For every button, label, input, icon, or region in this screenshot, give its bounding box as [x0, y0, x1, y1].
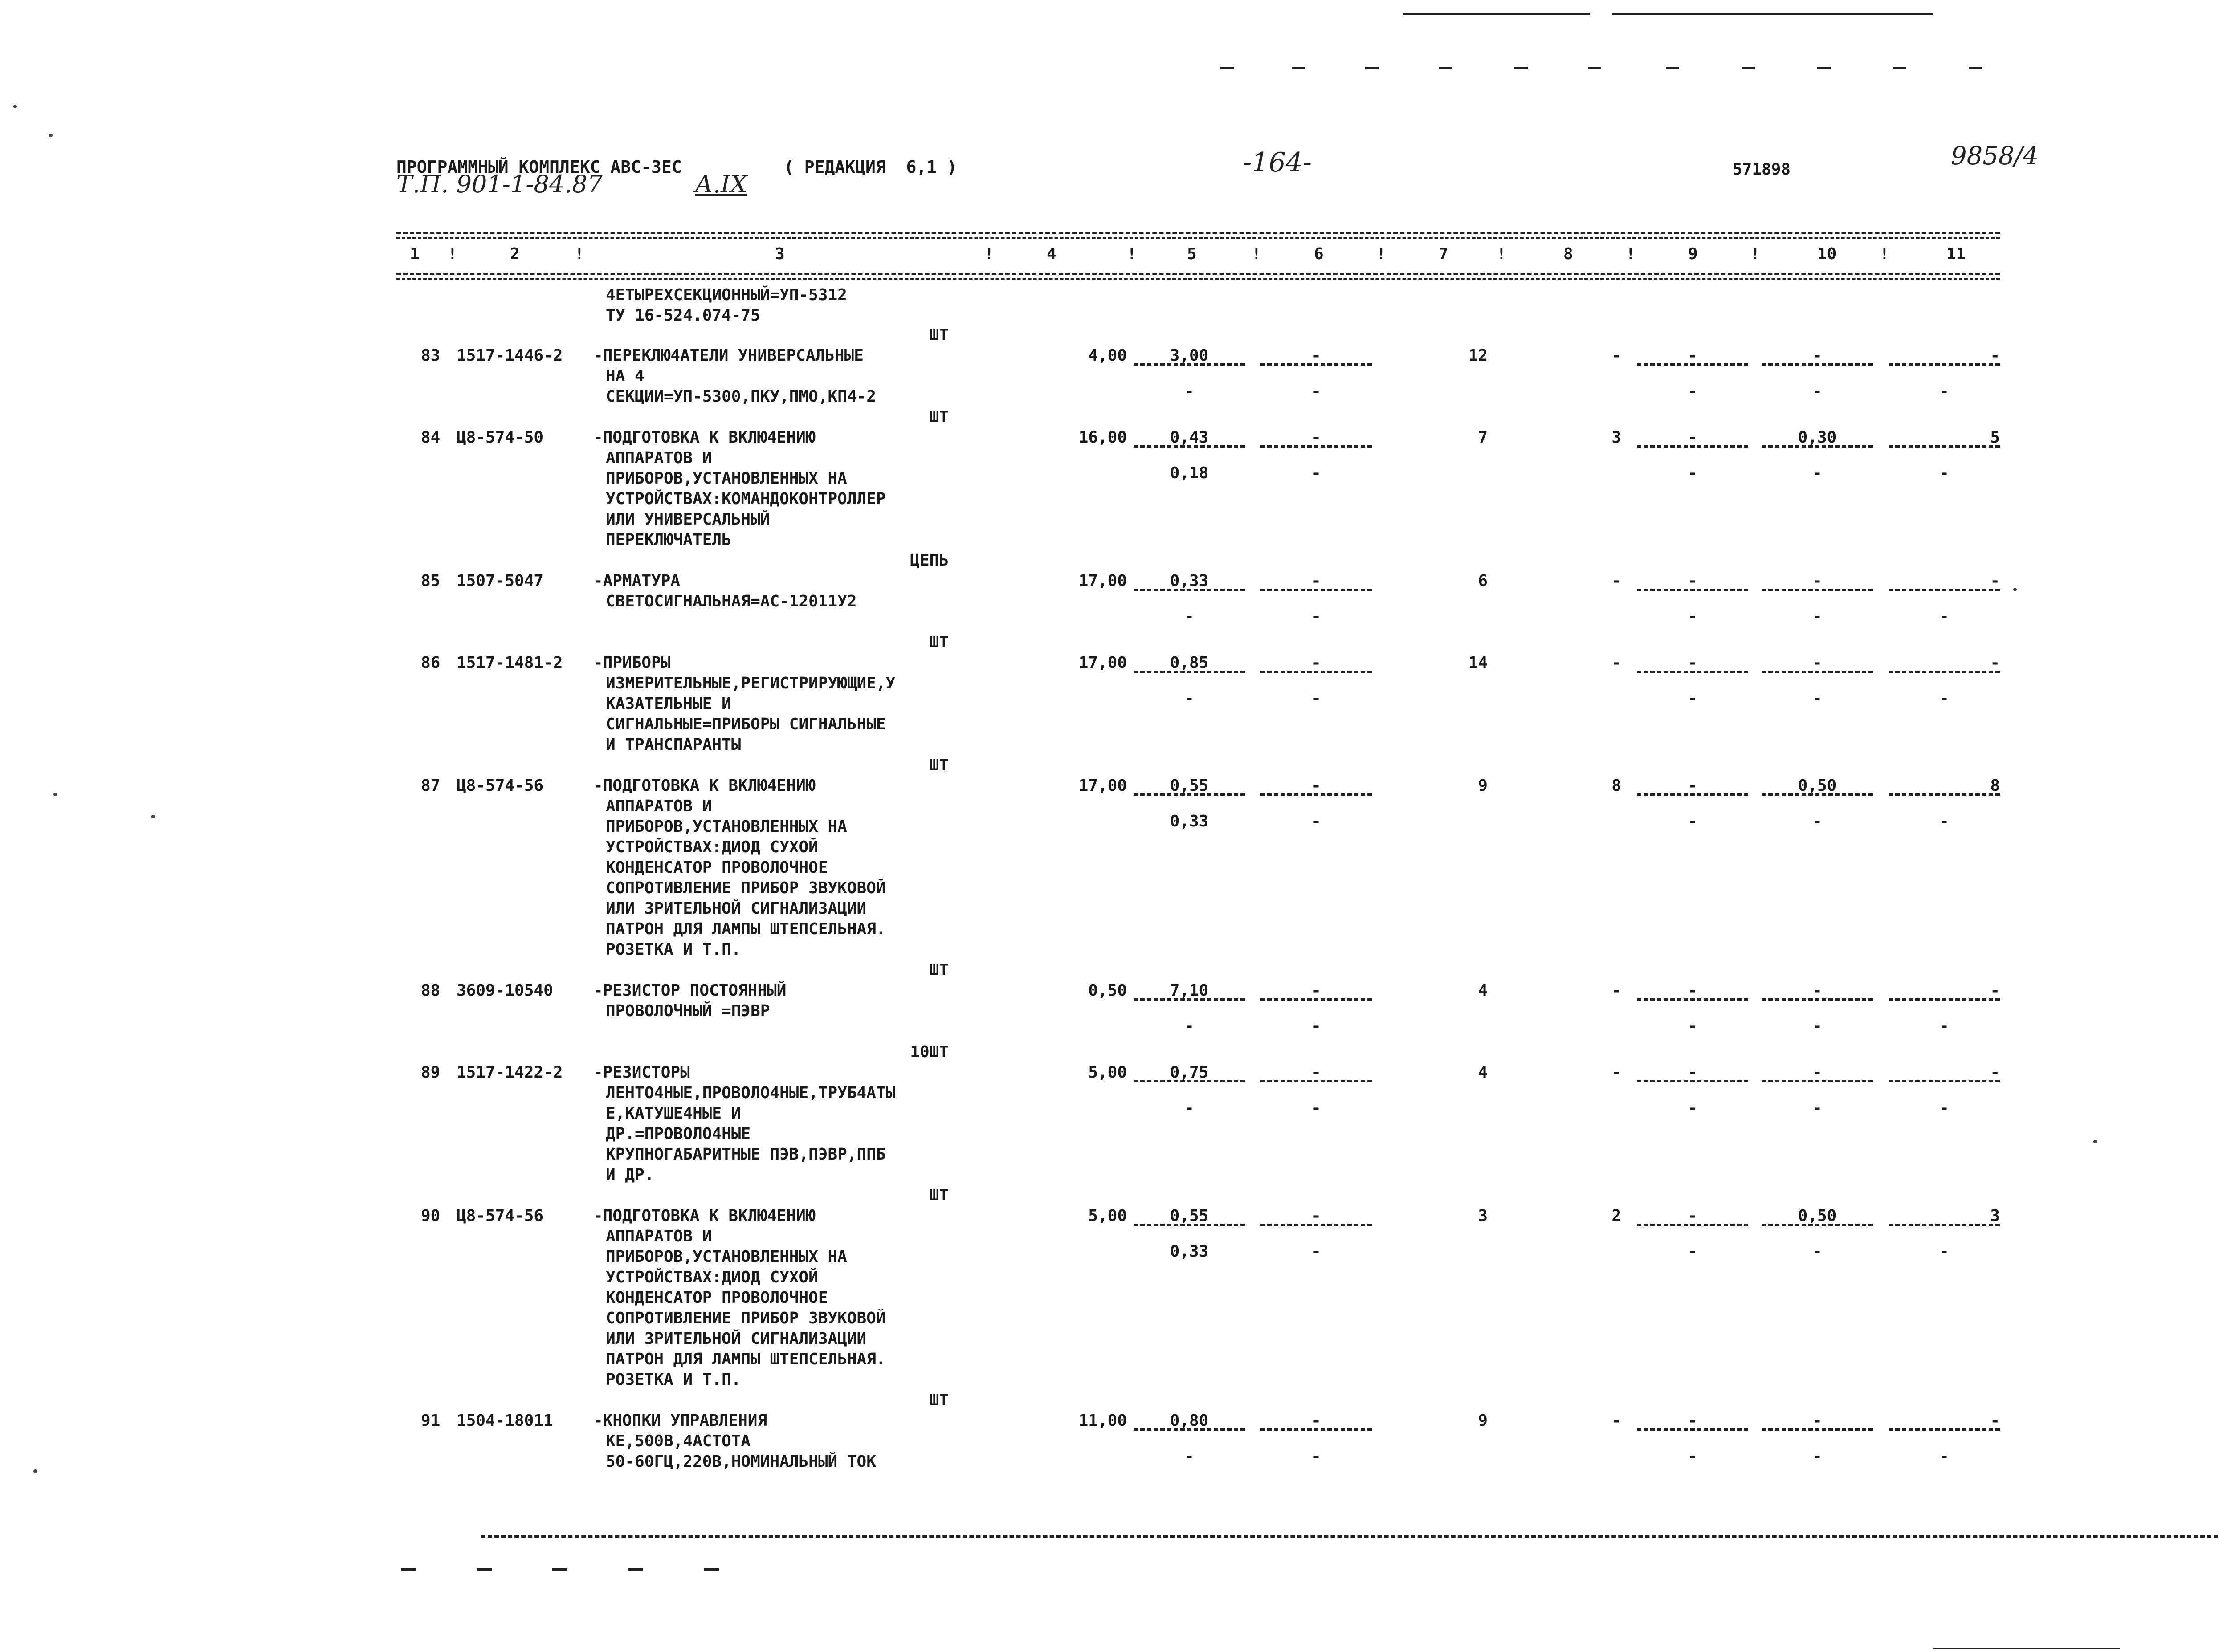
col11-top: - — [1990, 981, 2000, 1000]
bottom-rule — [481, 1535, 2218, 1538]
col6-rule — [1260, 363, 1372, 366]
resource-code: Ц8-574-56 — [457, 777, 544, 795]
col6-bottom: - — [1311, 1447, 1321, 1465]
col9-rule — [1637, 793, 1748, 796]
col5-bottom: - — [1184, 382, 1194, 400]
col10-bottom: - — [1812, 1099, 1822, 1117]
description-line: АППАРАТОВ И — [606, 1227, 712, 1245]
col9-rule — [1637, 671, 1748, 673]
column-separator: ! — [1880, 245, 1889, 263]
col11-top: - — [1990, 654, 2000, 672]
description-line: Е,КАТУШЕ4НЫЕ И — [606, 1104, 741, 1123]
col5-bottom: - — [1184, 689, 1194, 708]
col5-bottom: - — [1184, 607, 1194, 626]
col6-rule — [1260, 1080, 1372, 1082]
col10-top: - — [1812, 346, 1822, 365]
col11-rule — [1889, 1224, 2000, 1226]
col10-rule — [1762, 1224, 1873, 1226]
row-number: 91 — [421, 1412, 441, 1430]
description-line: ПРИБОРОВ,УСТАНОВЛЕННЫХ НА — [606, 818, 847, 836]
column-number-10: 10 — [1817, 245, 1837, 263]
col11-rule — [1889, 1080, 2000, 1082]
column-separator: ! — [1626, 245, 1636, 263]
col5-rule — [1134, 1428, 1245, 1431]
col8-value: 3 — [1611, 428, 1621, 447]
col6-top: - — [1311, 1412, 1321, 1430]
col5-top: 3,00 — [1170, 346, 1209, 365]
resource-code: Ц8-574-56 — [457, 1207, 544, 1225]
description-line: СИГНАЛЬНЫЕ=ПРИБОРЫ СИГНАЛЬНЫЕ — [606, 715, 886, 733]
col7-value: 4 — [1478, 1063, 1488, 1082]
col7-value: 7 — [1478, 428, 1488, 447]
col10-bottom: - — [1812, 1242, 1822, 1261]
col5-rule — [1134, 589, 1245, 591]
unit-label: ЦЕПЬ — [910, 551, 949, 570]
col6-rule — [1260, 793, 1372, 796]
unit-label: ШТ — [929, 1391, 949, 1409]
col9-rule — [1637, 1224, 1748, 1226]
top-dash — [1969, 67, 1982, 69]
column-number-3: 3 — [775, 245, 785, 263]
description-line: АППАРАТОВ И — [606, 449, 712, 467]
col10-rule — [1762, 1428, 1873, 1431]
col11-rule — [1889, 363, 2000, 366]
col9-top: - — [1688, 654, 1697, 672]
col11-top: - — [1990, 572, 2000, 590]
col6-bottom: - — [1311, 812, 1321, 830]
bottom-dash-long — [1933, 1648, 2120, 1649]
top-dash — [1817, 67, 1831, 69]
col5-rule — [1134, 793, 1245, 796]
col10-bottom: - — [1812, 607, 1822, 626]
col6-bottom: - — [1311, 689, 1321, 708]
description-line: КОНДЕНСАТОР ПРОВОЛОЧНОЕ — [606, 859, 828, 877]
col10-rule — [1762, 998, 1873, 1001]
col5-bottom: 0,18 — [1170, 464, 1209, 482]
description-line: КАЗАТЕЛЬНЫЕ И — [606, 695, 731, 713]
resource-code: 1507-5047 — [457, 572, 544, 590]
col10-bottom: - — [1812, 812, 1822, 830]
col11-rule — [1889, 671, 2000, 673]
edition-label: ( РЕДАКЦИЯ 6,1 ) — [784, 157, 957, 177]
row-number: 87 — [421, 777, 441, 795]
col9-bottom: - — [1688, 1242, 1697, 1261]
description-line: -ПЕРЕКЛЮ4АТЕЛИ УНИВЕРСАЛЬНЫЕ — [593, 346, 864, 365]
col10-rule — [1762, 793, 1873, 796]
column-number-2: 2 — [510, 245, 520, 263]
col8-value: - — [1611, 981, 1621, 1000]
description-line: -ПРИБОРЫ — [593, 654, 671, 672]
unit-label: ШТ — [929, 961, 949, 979]
quantity: 17,00 — [1078, 654, 1127, 672]
description-line: УСТРОЙСТВАХ:ДИОД СУХОЙ — [606, 1268, 818, 1286]
col6-rule — [1260, 671, 1372, 673]
quantity: 17,00 — [1078, 777, 1127, 795]
col5-top: 0,55 — [1170, 1207, 1209, 1225]
description-line: АППАРАТОВ И — [606, 797, 712, 815]
col9-top: - — [1688, 572, 1697, 590]
scan-speck — [33, 1469, 37, 1473]
col10-top: - — [1812, 1063, 1822, 1082]
col5-top: 7,10 — [1170, 981, 1209, 1000]
page-number: -164- — [1243, 147, 1312, 178]
bottom-dash — [552, 1568, 567, 1571]
col9-bottom: - — [1688, 689, 1697, 708]
description-line: -ПОДГОТОВКА К ВКЛЮ4ЕНИЮ — [593, 428, 816, 447]
col9-rule — [1637, 445, 1748, 448]
col7-value: 3 — [1478, 1207, 1488, 1225]
col6-top: - — [1311, 572, 1321, 590]
row-number: 83 — [421, 346, 441, 365]
resource-code: 1504-18011 — [457, 1412, 553, 1430]
scan-speck — [2093, 1140, 2097, 1143]
col9-bottom: - — [1688, 607, 1697, 626]
col10-top: - — [1812, 981, 1822, 1000]
description-line: ПРОВОЛОЧНЫЙ =ПЭВР — [606, 1002, 770, 1020]
col6-top: - — [1311, 981, 1321, 1000]
description-line: КРУПНОГАБАРИТНЫЕ ПЭВ,ПЭВР,ППБ — [606, 1145, 886, 1164]
description-line: ИЛИ ЗРИТЕЛЬНОЙ СИГНАЛИЗАЦИИ — [606, 1330, 867, 1348]
top-dash — [1220, 67, 1234, 69]
col10-bottom: - — [1812, 1017, 1822, 1035]
bottom-dash — [401, 1568, 416, 1571]
col5-top: 0,80 — [1170, 1412, 1209, 1430]
description-line: -ПОДГОТОВКА К ВКЛЮ4ЕНИЮ — [593, 1207, 816, 1225]
col5-rule — [1134, 998, 1245, 1001]
col11-bottom: - — [1939, 382, 1949, 400]
col9-top: - — [1688, 1412, 1697, 1430]
col7-value: 6 — [1478, 572, 1488, 590]
col6-bottom: - — [1311, 1099, 1321, 1117]
description-line: ИЗМЕРИТЕЛЬНЫЕ,РЕГИСТРИРУЮЩИЕ,У — [606, 674, 896, 692]
col7-value: 9 — [1478, 1412, 1488, 1430]
col9-top: - — [1688, 1207, 1697, 1225]
col6-rule — [1260, 998, 1372, 1001]
column-number-8: 8 — [1563, 245, 1573, 263]
col5-rule — [1134, 445, 1245, 448]
col9-rule — [1637, 1428, 1748, 1431]
top-dash — [1365, 67, 1379, 69]
column-separator: ! — [984, 245, 994, 263]
col11-bottom: - — [1939, 689, 1949, 708]
top-dash — [1588, 67, 1601, 69]
row-number: 89 — [421, 1063, 441, 1082]
continuation-line-2: ТУ 16-524.074-75 — [606, 306, 760, 325]
row-number: 85 — [421, 572, 441, 590]
col6-top: - — [1311, 1207, 1321, 1225]
col6-bottom: - — [1311, 607, 1321, 626]
col6-rule — [1260, 1224, 1372, 1226]
col5-top: 0,33 — [1170, 572, 1209, 590]
unit-label: 10ШТ — [910, 1043, 949, 1061]
col11-top: - — [1990, 1412, 2000, 1430]
scan-speck — [53, 793, 57, 796]
description-line: -РЕЗИСТОР ПОСТОЯННЫЙ — [593, 981, 787, 1000]
column-number-1: 1 — [410, 245, 420, 263]
description-line: ЛЕНТО4НЫЕ,ПРОВОЛО4НЫЕ,ТРУБ4АТЫ — [606, 1084, 896, 1102]
col8-value: - — [1611, 654, 1621, 672]
col10-top: - — [1812, 572, 1822, 590]
resource-code: 1517-1422-2 — [457, 1063, 563, 1082]
scan-speck — [13, 105, 17, 108]
col11-rule — [1889, 1428, 2000, 1431]
col8-value: 2 — [1611, 1207, 1621, 1225]
col6-bottom: - — [1311, 1242, 1321, 1261]
quantity: 11,00 — [1078, 1412, 1127, 1430]
col7-value: 4 — [1478, 981, 1488, 1000]
column-separator: ! — [1127, 245, 1137, 263]
col10-rule — [1762, 363, 1873, 366]
col5-bottom: 0,33 — [1170, 812, 1209, 830]
col5-top: 0,55 — [1170, 777, 1209, 795]
col5-bottom: 0,33 — [1170, 1242, 1209, 1261]
description-line: СОПРОТИВЛЕНИЕ ПРИБОР ЗВУКОВОЙ — [606, 1309, 886, 1327]
description-line: -АРМАТУРА — [593, 572, 681, 590]
description-line: РОЗЕТКА И Т.П. — [606, 940, 741, 959]
col10-rule — [1762, 445, 1873, 448]
column-separator: ! — [1252, 245, 1261, 263]
col9-bottom: - — [1688, 1447, 1697, 1465]
col9-top: - — [1688, 428, 1697, 447]
col10-bottom: - — [1812, 464, 1822, 482]
column-number-6: 6 — [1314, 245, 1324, 263]
col6-rule — [1260, 589, 1372, 591]
top-dash — [1514, 67, 1528, 69]
column-separator: ! — [1750, 245, 1760, 263]
resource-code: 1517-1446-2 — [457, 346, 563, 365]
col9-bottom: - — [1688, 464, 1697, 482]
quantity: 17,00 — [1078, 572, 1127, 590]
description-line: ИЛИ УНИВЕРСАЛЬНЫЙ — [606, 510, 770, 529]
column-number-5: 5 — [1187, 245, 1197, 263]
top-dash — [1292, 67, 1305, 69]
col9-bottom: - — [1688, 1099, 1697, 1117]
quantity: 0,50 — [1088, 981, 1127, 1000]
col7-value: 14 — [1468, 654, 1488, 672]
col11-rule — [1889, 793, 2000, 796]
col10-bottom: - — [1812, 1447, 1822, 1465]
col6-bottom: - — [1311, 1017, 1321, 1035]
header-rule-top — [396, 232, 2000, 234]
description-line: ДР.=ПРОВОЛО4НЫЕ — [606, 1125, 751, 1143]
column-separator: ! — [448, 245, 457, 263]
top-dash — [1439, 67, 1452, 69]
top-dash — [1666, 67, 1679, 69]
col11-top: - — [1990, 1063, 2000, 1082]
description-line: РОЗЕТКА И Т.П. — [606, 1371, 741, 1389]
col10-rule — [1762, 671, 1873, 673]
row-number: 86 — [421, 654, 441, 672]
col6-top: - — [1311, 346, 1321, 365]
col11-bottom: - — [1939, 1447, 1949, 1465]
col10-rule — [1762, 1080, 1873, 1082]
col8-value: - — [1611, 346, 1621, 365]
quantity: 16,00 — [1078, 428, 1127, 447]
album-number: А.IX — [695, 170, 747, 198]
column-separator: ! — [575, 245, 584, 263]
description-line: -ПОДГОТОВКА К ВКЛЮ4ЕНИЮ — [593, 777, 816, 795]
description-line: -КНОПКИ УПРАВЛЕНИЯ — [593, 1412, 767, 1430]
col11-rule — [1889, 589, 2000, 591]
quantity: 5,00 — [1088, 1207, 1127, 1225]
header-rule-top-inner — [396, 237, 2000, 239]
unit-label: ШТ — [929, 408, 949, 426]
col5-rule — [1134, 363, 1245, 366]
col5-top: 0,75 — [1170, 1063, 1209, 1082]
bottom-dash — [628, 1568, 643, 1571]
scan-speck — [151, 815, 155, 818]
unit-label: ШТ — [929, 633, 949, 651]
col11-top: 5 — [1990, 428, 2000, 447]
column-number-7: 7 — [1439, 245, 1448, 263]
description-line: ПАТРОН ДЛЯ ЛАМПЫ ШТЕПСЕЛЬНАЯ. — [606, 1350, 886, 1368]
description-line: УСТРОЙСТВАХ:ДИОД СУХОЙ — [606, 838, 818, 856]
description-line: И ДР. — [606, 1166, 654, 1184]
description-line: 50-60ГЦ,220В,НОМИНАЛЬНЫЙ ТОК — [606, 1453, 876, 1471]
program-title: ПРОГРАММНЫЙ КОМПЛЕКС АВС-3ЕС — [396, 157, 682, 177]
unit-label: ШТ — [929, 756, 949, 774]
col5-top: 0,85 — [1170, 654, 1209, 672]
col11-top: 3 — [1990, 1207, 2000, 1225]
col11-bottom: - — [1939, 1099, 1949, 1117]
unit-label: ШТ — [929, 326, 949, 344]
col11-bottom: - — [1939, 1242, 1949, 1261]
description-line: СОПРОТИВЛЕНИЕ ПРИБОР ЗВУКОВОЙ — [606, 879, 886, 897]
description-line: ПРИБОРОВ,УСТАНОВЛЕННЫХ НА — [606, 1248, 847, 1266]
col10-top: - — [1812, 1412, 1822, 1430]
description-line: ПРИБОРОВ,УСТАНОВЛЕННЫХ НА — [606, 469, 847, 488]
top-dash-long — [1403, 13, 1590, 15]
col8-value: - — [1611, 572, 1621, 590]
project-number: Т.П. 901-1-84.87 — [396, 170, 603, 198]
col6-bottom: - — [1311, 382, 1321, 400]
description-line: ИЛИ ЗРИТЕЛЬНОЙ СИГНАЛИЗАЦИИ — [606, 899, 867, 918]
col9-rule — [1637, 589, 1748, 591]
description-line: НА 4 — [606, 367, 644, 385]
col5-rule — [1134, 671, 1245, 673]
unit-label: ШТ — [929, 1186, 949, 1204]
column-separator: ! — [1497, 245, 1506, 263]
col9-rule — [1637, 1080, 1748, 1082]
row-number: 84 — [421, 428, 441, 447]
col11-rule — [1889, 998, 2000, 1001]
scan-speck — [49, 134, 53, 137]
col9-top: - — [1688, 981, 1697, 1000]
column-number-11: 11 — [1946, 245, 1966, 263]
col6-rule — [1260, 1428, 1372, 1431]
col11-bottom: - — [1939, 812, 1949, 830]
row-number: 88 — [421, 981, 441, 1000]
col10-top: 0,50 — [1798, 777, 1837, 795]
col5-top: 0,43 — [1170, 428, 1209, 447]
header-rule-bottom-inner — [396, 278, 2000, 280]
col10-bottom: - — [1812, 689, 1822, 708]
column-number-9: 9 — [1688, 245, 1698, 263]
col10-top: - — [1812, 654, 1822, 672]
col10-top: 0,30 — [1798, 428, 1837, 447]
col9-bottom: - — [1688, 1017, 1697, 1035]
document-reference: 9858/4 — [1951, 142, 2039, 171]
scan-speck — [2013, 588, 2017, 591]
col7-value: 12 — [1468, 346, 1488, 365]
col11-bottom: - — [1939, 607, 1949, 626]
description-line: И ТРАНСПАРАНТЫ — [606, 736, 741, 754]
description-line: -РЕЗИСТОРЫ — [593, 1063, 690, 1082]
description-line: КЕ,500В,4АСТОТА — [606, 1432, 751, 1450]
col9-rule — [1637, 998, 1748, 1001]
col5-bottom: - — [1184, 1017, 1194, 1035]
col10-bottom: - — [1812, 382, 1822, 400]
col5-rule — [1134, 1080, 1245, 1082]
header-rule-bottom — [396, 273, 2000, 275]
col9-bottom: - — [1688, 812, 1697, 830]
description-line: ПЕРЕКЛЮЧАТЕЛЬ — [606, 531, 731, 549]
resource-code: Ц8-574-50 — [457, 428, 544, 447]
col5-rule — [1134, 1224, 1245, 1226]
top-dash-long — [1612, 13, 1933, 15]
col6-rule — [1260, 445, 1372, 448]
col5-bottom: - — [1184, 1099, 1194, 1117]
continuation-line-1: 4ЕТЫРЕХСЕКЦИОННЫЙ=УП-5312 — [606, 286, 847, 304]
quantity: 5,00 — [1088, 1063, 1127, 1082]
top-dash — [1893, 67, 1906, 69]
top-dash — [1742, 67, 1755, 69]
col10-rule — [1762, 589, 1873, 591]
col9-top: - — [1688, 1063, 1697, 1082]
col11-rule — [1889, 445, 2000, 448]
resource-code: 1517-1481-2 — [457, 654, 563, 672]
col6-top: - — [1311, 654, 1321, 672]
col11-bottom: - — [1939, 464, 1949, 482]
col8-value: - — [1611, 1412, 1621, 1430]
description-line: КОНДЕНСАТОР ПРОВОЛОЧНОЕ — [606, 1289, 828, 1307]
resource-code: 3609-10540 — [457, 981, 553, 1000]
col11-top: - — [1990, 346, 2000, 365]
col11-top: 8 — [1990, 777, 2000, 795]
description-line: СВЕТОСИГНАЛЬНАЯ=АС-12011У2 — [606, 592, 857, 610]
description-line: СЕКЦИИ=УП-5300,ПКУ,ПМО,КП4-2 — [606, 387, 876, 406]
col9-rule — [1637, 363, 1748, 366]
col6-top: - — [1311, 428, 1321, 447]
col8-value: - — [1611, 1063, 1621, 1082]
col11-bottom: - — [1939, 1017, 1949, 1035]
bottom-dash — [477, 1568, 492, 1571]
col9-top: - — [1688, 346, 1697, 365]
col7-value: 9 — [1478, 777, 1488, 795]
bottom-dash — [704, 1568, 719, 1571]
quantity: 4,00 — [1088, 346, 1127, 365]
description-line: УСТРОЙСТВАХ:КОМАНДОКОНТРОЛЛЕР — [606, 490, 886, 508]
col5-bottom: - — [1184, 1447, 1194, 1465]
document-code: 571898 — [1733, 160, 1791, 179]
row-number: 90 — [421, 1207, 441, 1225]
col9-top: - — [1688, 777, 1697, 795]
col8-value: 8 — [1611, 777, 1621, 795]
col10-top: 0,50 — [1798, 1207, 1837, 1225]
col6-bottom: - — [1311, 464, 1321, 482]
column-number-4: 4 — [1047, 245, 1056, 263]
column-separator: ! — [1376, 245, 1386, 263]
col6-top: - — [1311, 1063, 1321, 1082]
description-line: ПАТРОН ДЛЯ ЛАМПЫ ШТЕПСЕЛЬНАЯ. — [606, 920, 886, 938]
col6-top: - — [1311, 777, 1321, 795]
col9-bottom: - — [1688, 382, 1697, 400]
